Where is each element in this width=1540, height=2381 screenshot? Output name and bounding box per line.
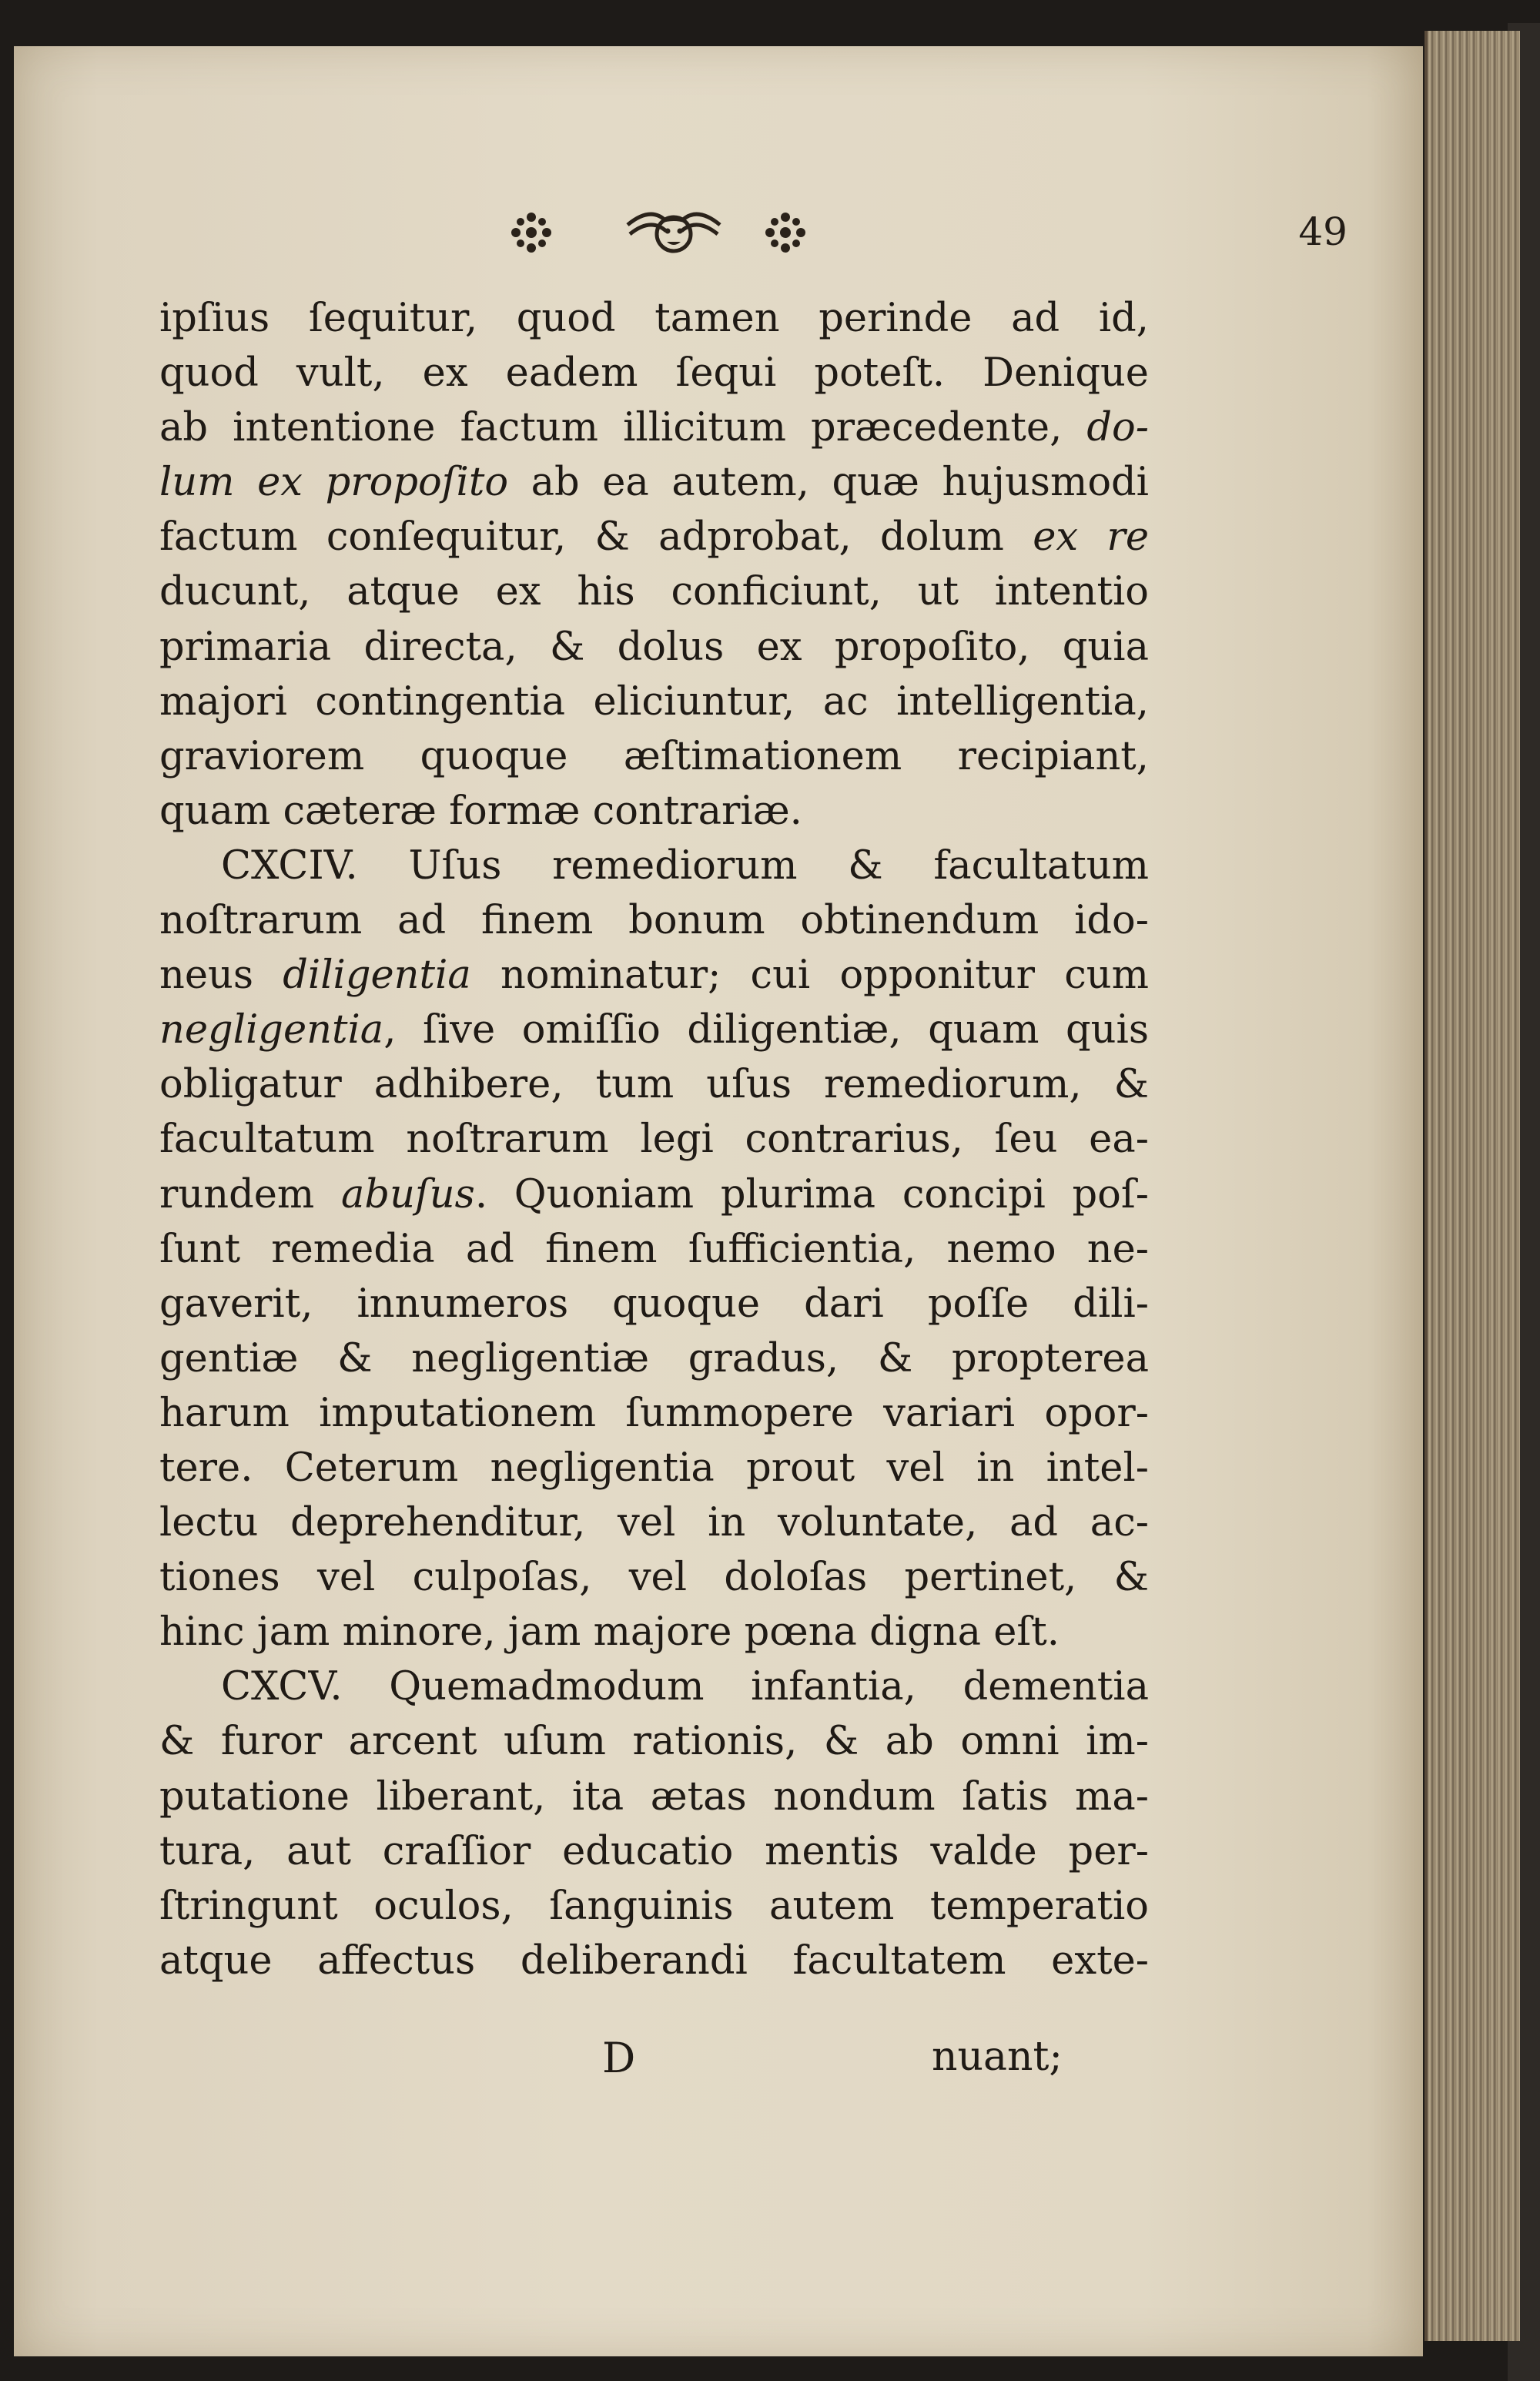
text-line (159, 1277, 1149, 1331)
text-line (159, 948, 1149, 1003)
text-segment: factum conſequitur, & adprobat, dolum (159, 514, 1033, 561)
text-line (159, 1605, 1149, 1659)
catchword: nuant; (932, 2034, 1063, 2080)
text-segment: putatione liberant, ita ætas nondum ſatis ma- (159, 1773, 1149, 1820)
text-segment: quam cæteræ formæ contrariæ. (159, 788, 802, 834)
text-segment: quod vult, ex eadem ſequi poteſt. Denique (159, 350, 1149, 397)
text-line (159, 346, 1149, 400)
text-line (159, 455, 1149, 510)
text-line (159, 839, 1149, 893)
italic-text: negligentia (159, 1007, 384, 1053)
text-segment: ipſius ſequitur, quod tamen perinde ad id, (159, 296, 1149, 341)
text-line (159, 1167, 1149, 1222)
text-line (159, 1222, 1149, 1277)
text-segment: hinc jam minore, jam majore pœna digna eſt. (159, 1609, 1060, 1656)
page-number: 49 (1298, 209, 1348, 254)
text-line (159, 1003, 1149, 1057)
text-line (159, 1057, 1149, 1112)
text-segment: ab ea autem, quæ hujusmodi (508, 460, 1149, 506)
italic-text: abuſus (341, 1171, 475, 1217)
text-line (159, 1112, 1149, 1167)
text-segment: & furor arcent uſum rationis, & ab omni im- (159, 1719, 1149, 1765)
text-segment: facultatum noſtrarum legi contrarius, ſeu ea- (159, 1117, 1149, 1163)
text-segment: ab intentione factum illicitum præcedente, (159, 405, 1087, 451)
text-line (159, 1550, 1149, 1605)
text-segment: gentiæ & negligentiæ gradus, & propterea (159, 1335, 1149, 1381)
italic-text: ex re (1033, 514, 1149, 561)
text-segment: lectu deprehenditur, vel in voluntate, ad ac- (159, 1500, 1149, 1546)
text-line (159, 510, 1149, 564)
text-line (159, 1824, 1149, 1879)
text-segment: . Quoniam plurima concipi poſ- (474, 1171, 1149, 1217)
text-segment: obligatur adhibere, tum uſus remediorum, & (159, 1062, 1149, 1108)
text-line (159, 893, 1149, 948)
text-line (159, 620, 1149, 675)
text-line (159, 784, 1149, 839)
text-line (159, 1879, 1149, 1934)
text-line (159, 1659, 1149, 1714)
text-segment: tiones vel culpoſas, vel doloſas pertinet, & (159, 1555, 1149, 1601)
italic-text: lum ex propoſito (159, 460, 509, 506)
text-line (159, 1714, 1149, 1769)
text-segment: , ſive omiſſio diligentiæ, quam quis (383, 1007, 1149, 1053)
text-line (159, 729, 1149, 784)
text-line (159, 1934, 1149, 1988)
italic-text: do- (1086, 405, 1149, 451)
text-line (159, 1495, 1149, 1550)
text-line (159, 564, 1149, 619)
text-line (159, 675, 1149, 729)
body-text (159, 291, 1149, 1988)
italic-text: diligentia (283, 953, 471, 999)
running-head (508, 202, 1348, 271)
text-segment: ducunt, atque ex his conficiunt, ut intentio (159, 569, 1149, 615)
text-segment: CXCV. Quemadmodum infantia, dementia (221, 1664, 1149, 1710)
star-ornament-icon (762, 202, 808, 263)
book-page-edges (1424, 31, 1520, 2341)
text-segment: atque affectus deliberandi facultatem exte- (159, 1937, 1149, 1984)
text-segment: noſtrarum ad finem bonum obtinendum ido- (159, 898, 1149, 944)
text-segment: graviorem quoque æſtimationem recipiant, (159, 733, 1149, 779)
text-line (159, 291, 1149, 346)
text-segment: harum imputationem ſummopere variari opor- (159, 1390, 1149, 1436)
text-segment: CXCIV. Uſus remediorum & facultatum (221, 842, 1149, 889)
text-line (159, 1441, 1149, 1495)
star-ornament-icon (508, 202, 554, 263)
text-segment: gaverit, innumeros quoque dari poſſe dili- (159, 1281, 1149, 1327)
text-segment: neus (159, 953, 283, 999)
text-segment: tere. Ceterum negligentia prout vel in intel- (159, 1445, 1149, 1491)
text-segment: majori contingentia eliciuntur, ac intelligentia, (159, 678, 1149, 725)
text-line (159, 400, 1149, 455)
text-segment: ſunt remedia ad finem ſufficientia, nemo ne- (159, 1226, 1149, 1272)
cherub-head-icon (624, 202, 724, 263)
text-line (159, 1386, 1149, 1441)
text-line (159, 1331, 1149, 1386)
text-segment: nominatur; cui opponitur cum (470, 953, 1150, 999)
text-line (159, 1770, 1149, 1824)
text-segment: rundem (159, 1171, 342, 1217)
signature-mark: D (602, 2034, 636, 2082)
text-segment: ſtringunt oculos, ſanguinis autem temperatio (159, 1883, 1149, 1929)
text-segment: tura, aut craſſior educatio mentis valde per- (159, 1828, 1149, 1874)
text-segment: primaria directa, & dolus ex propoſito, quia (159, 624, 1149, 670)
